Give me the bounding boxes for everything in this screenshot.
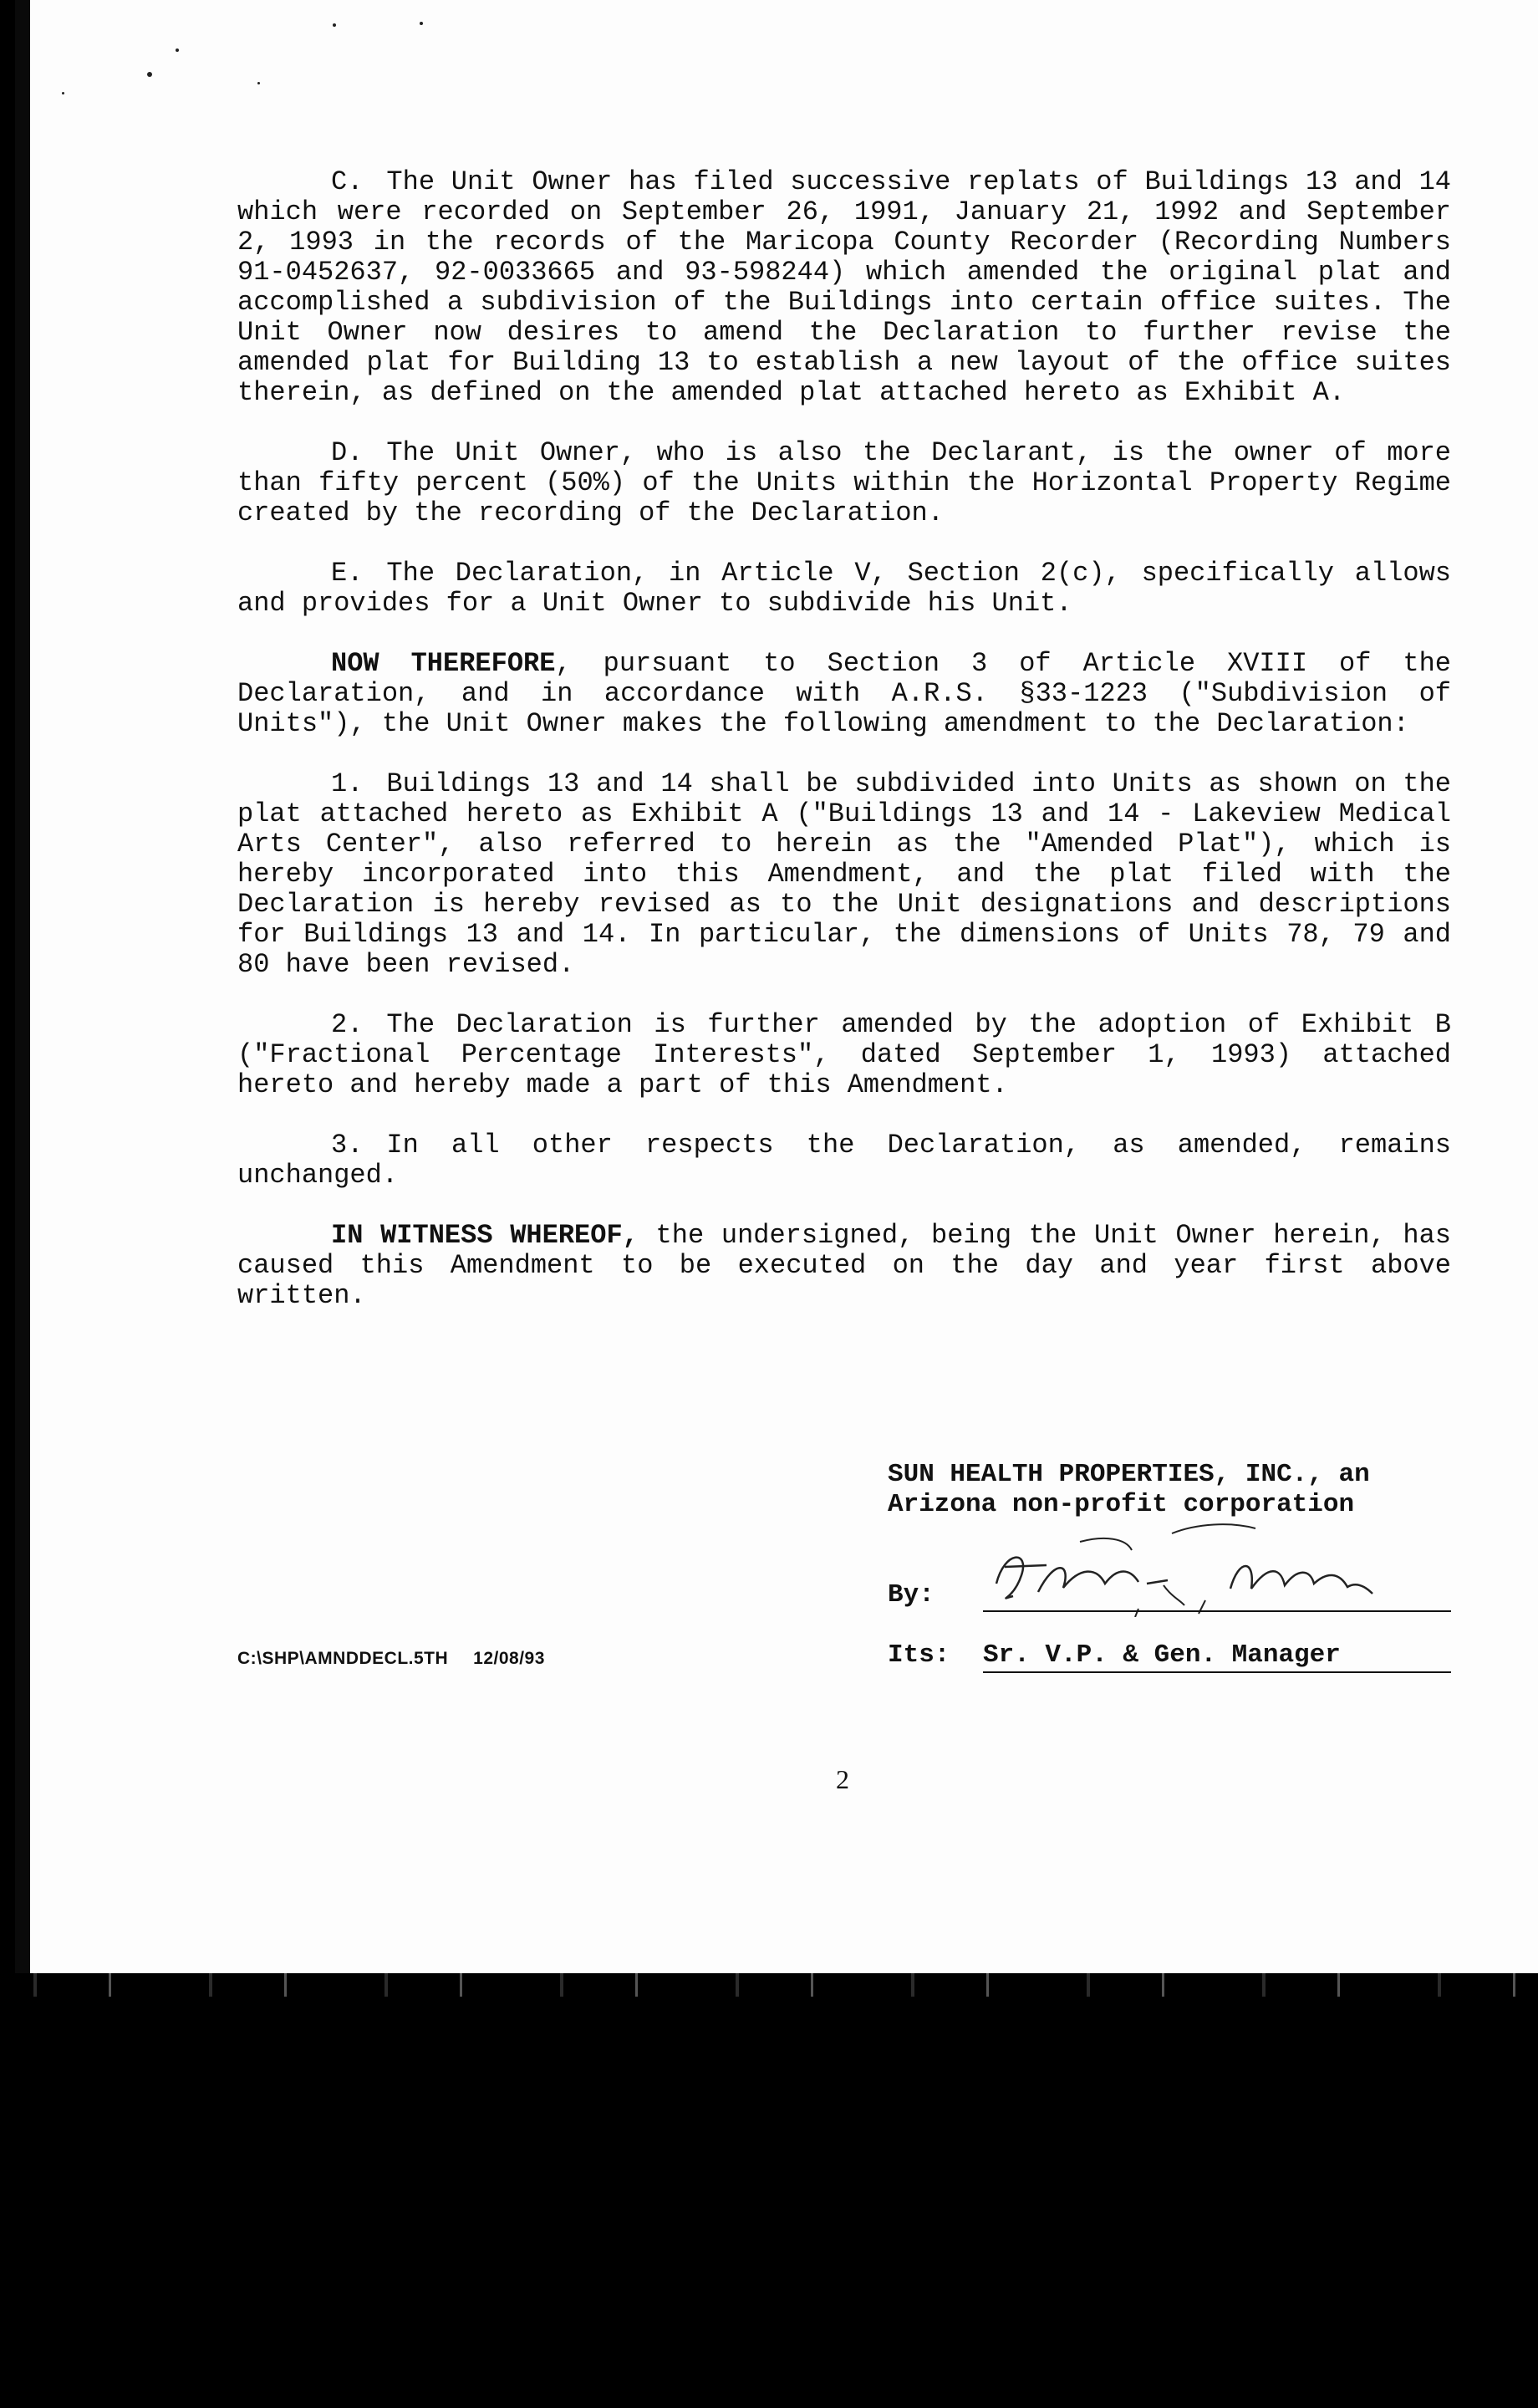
scan-speck <box>333 23 336 27</box>
scan-border <box>0 1973 1538 1997</box>
company-line-1: SUN HEALTH PROPERTIES, INC., an <box>888 1460 1370 1489</box>
paragraph-2 <box>237 1010 1451 1100</box>
scan-speck <box>257 82 260 84</box>
paragraph-1 <box>237 769 1451 980</box>
signature-line <box>983 1610 1451 1612</box>
scan-speck <box>176 48 179 52</box>
paragraph-text: The Unit Owner has filed successive replats of Buildings 13 and 14 which were recorded on September 26, 1991, January 21, 1992 and September 2, 1993 in the records of the Maricopa County Recorder (Recording Numbers 91-0452637, 92-0033665 and 93-598244) which amended the original plat and accomplished a subdivision of the Buildings into certain office suites. The Unit Owner now desires to amend the Declaration to further revise the amended plat for Building 13 to establish a new layout of the office suites therein, as defined on the amended plat attached hereto as Exhibit A. <box>237 166 1451 408</box>
by-label: By: <box>888 1580 935 1610</box>
paragraph-d <box>237 438 1451 528</box>
signature-row <box>888 1564 1453 1614</box>
file-path: C:\SHP\AMNDDECL.5TH <box>237 1649 449 1668</box>
paragraph-text: The Unit Owner, who is also the Declarant, is the owner of more than fifty percent (50%) of the Units within the Horizontal Property Regime created by the recording of the Declaration. <box>237 437 1451 528</box>
paragraph-text: , pursuant to Section 3 of Article XVIII of the Declaration, and in accordance with A.R.S. §33-1223 ("Subdivision of Units"), the Unit Owner makes the following amendment to the Declaration: <box>237 648 1451 739</box>
paragraph-now-therefore <box>237 649 1451 739</box>
signatory-company <box>888 1460 1453 1520</box>
paragraph-e <box>237 559 1451 619</box>
paragraph-lead: NOW THEREFORE <box>331 648 556 679</box>
its-label: Its: <box>888 1640 950 1670</box>
paragraph-label: E. <box>331 558 364 589</box>
paragraph-label: D. <box>331 437 364 468</box>
paragraph-text: In all other respects the Declaration, as amended, remains unchanged. <box>237 1130 1451 1191</box>
paragraph-label: 1. <box>331 768 364 799</box>
paragraph-in-witness <box>237 1221 1451 1311</box>
scan-edge <box>15 0 30 1973</box>
paragraph-3 <box>237 1130 1451 1191</box>
scan-speck <box>147 72 152 77</box>
scan-speck <box>420 22 423 25</box>
paragraph-label: 3. <box>331 1130 364 1161</box>
paragraph-label: C. <box>331 166 364 197</box>
document-page <box>15 0 1538 1973</box>
signer-title: Sr. V.P. & Gen. Manager <box>983 1640 1451 1673</box>
paragraph-text: Buildings 13 and 14 shall be subdivided into Units as shown on the plat attached hereto as Exhibit A ("Buildings 13 and 14 - Lakeview Medical Arts Center", also referred to herein as the "Amended Plat"), which is hereby incorporated into this Amendment, and the plat filed with the Declaration is hereby revised as to the Unit designations and descriptions for Buildings 13 and 14. In particular, the dimensions of Units 78, 79 and 80 have been revised. <box>237 768 1451 980</box>
file-reference <box>237 1649 545 1669</box>
document-body <box>237 167 1451 1341</box>
paragraph-text: the undersigned, being the Unit Owner herein, has caused this Amendment to be executed on the day and year first above written. <box>237 1220 1452 1311</box>
paragraph-c <box>237 167 1451 408</box>
file-date: 12/08/93 <box>473 1649 545 1668</box>
paragraph-lead: IN WITNESS WHEREOF, <box>331 1220 639 1251</box>
title-row <box>888 1640 1453 1670</box>
paragraph-label: 2. <box>331 1009 364 1040</box>
scan-speck <box>62 92 64 94</box>
paragraph-text: The Declaration, in Article V, Section 2(c), specifically allows and provides for a Unit Owner to subdivide his Unit. <box>237 558 1451 619</box>
page-number: 2 <box>836 1764 849 1794</box>
company-line-2: Arizona non-profit corporation <box>888 1490 1355 1519</box>
handwritten-signature <box>980 1517 1448 1617</box>
paragraph-text: The Declaration is further amended by the adoption of Exhibit B ("Fractional Percentage Interests", dated September 1, 1993) attached hereto and hereby made a part of this Amendment. <box>237 1009 1451 1100</box>
